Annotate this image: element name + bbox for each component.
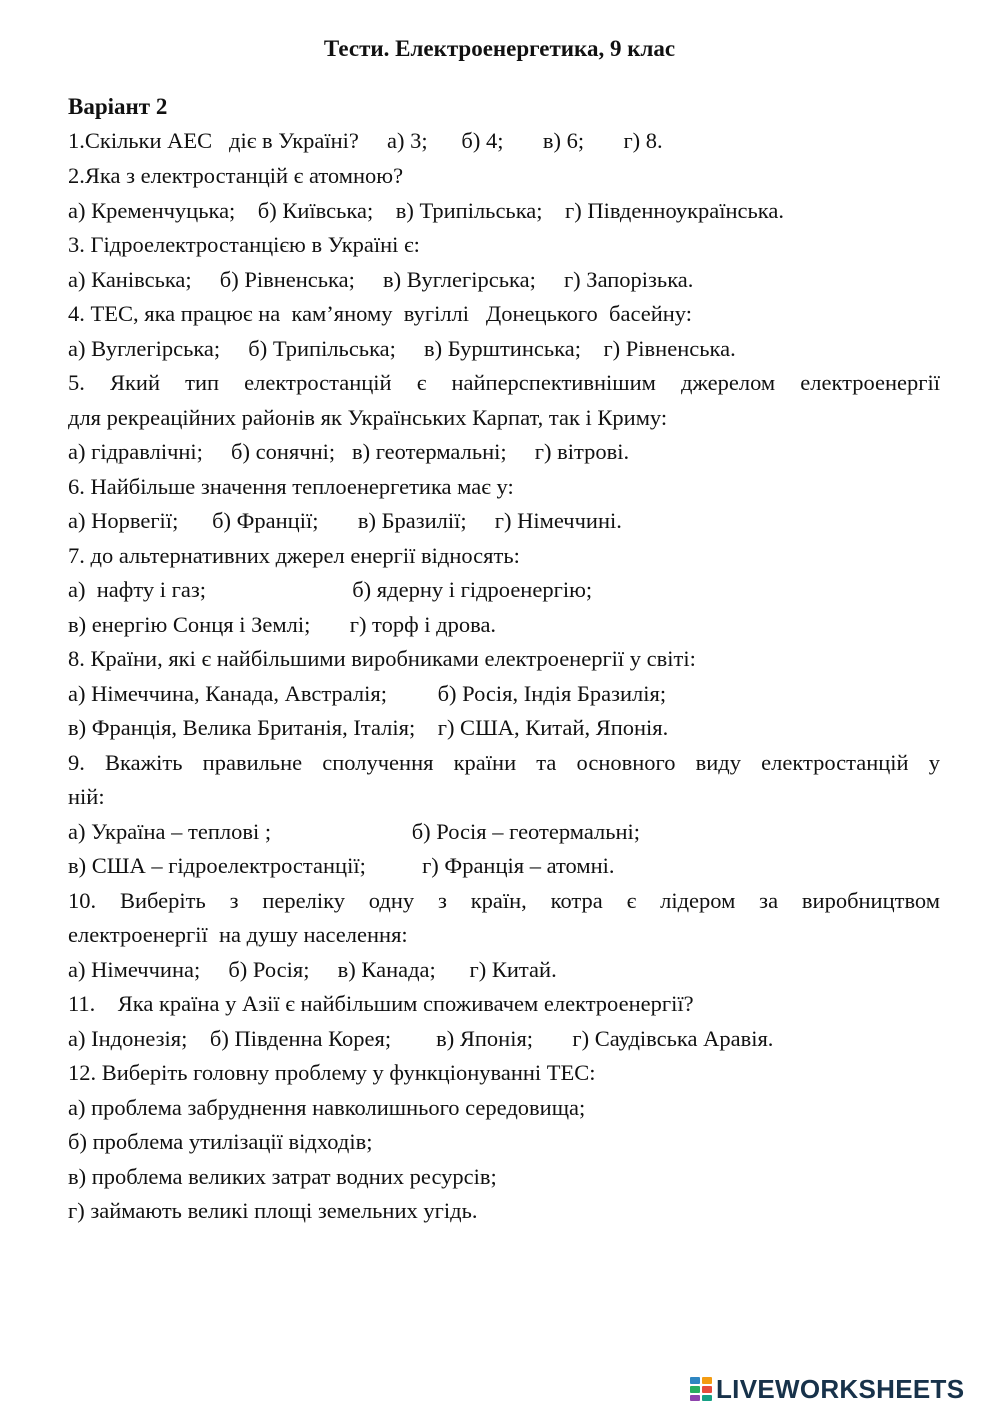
text-line: 2.Яка з електростанцій є атомною? [68, 163, 404, 188]
text-line: 6. Найбільше значення теплоенергетика має у: [68, 474, 514, 499]
text-line: в) проблема великих затрат водних ресурсів; [68, 1164, 497, 1189]
logo-text: LIVEWORKSHEETS [716, 1373, 965, 1404]
text-line: 12. Виберіть головну проблему у функціонуванні ТЕС: [68, 1060, 596, 1085]
text-line: а) Канівська; б) Рівненська; в) Вуглегірська; г) Запорізька. [68, 267, 694, 292]
text-line: а) проблема забруднення навколишнього середовища; [68, 1095, 586, 1120]
liveworksheets-logo[interactable] [690, 1374, 964, 1404]
text-line: а) Індонезія; б) Південна Корея; в) Японія; г) Саудівська Аравія. [68, 1026, 774, 1051]
text-line: а) Вуглегірська; б) Трипільська; в) Бурштинська; г) Рівненська. [68, 336, 736, 361]
text-line: б) проблема утилізації відходів; [68, 1129, 373, 1154]
liveworksheets-logo-icon [690, 1377, 712, 1401]
text-line: 8. Країни, які є найбільшими виробниками електроенергії у світі: [68, 646, 696, 671]
text-line: а) Німеччина; б) Росія; в) Канада; г) Китай. [68, 957, 557, 982]
text-line: в) енергію Сонця і Землі; г) торф і дрова. [68, 612, 497, 637]
text-line: для рекреаційних районів як Українських Карпат, так і Криму: [68, 405, 668, 430]
text-line: 3. Гідроелектростанцією в Україні є: [68, 232, 420, 257]
text-line: а) нафту і газ; б) ядерну і гідроенергію; [68, 577, 593, 602]
text-line: 9. Вкажіть правильне сполучення країни та основного виду електростанцій у [68, 750, 940, 775]
text-line: 10. Виберіть з переліку одну з країн, котра є лідером за виробництвом [68, 888, 940, 913]
text-line: в) Франція, Велика Британія, Італія; г) США, Китай, Японія. [68, 715, 669, 740]
text-line: г) займають великі площі земельних угідь. [68, 1198, 478, 1223]
text-line: 11. Яка країна у Азії є найбільшим споживачем електроенергії? [68, 991, 694, 1016]
text-line: а) гідравлічні; б) сонячні; в) геотермальні; г) вітрові. [68, 439, 630, 464]
text-line: 1.Скільки АЕС діє в Україні? а) 3; б) 4; в) 6; г) 8. [68, 128, 663, 153]
text-line: а) Кременчуцька; б) Київська; в) Трипільська; г) Південноукраїнська. [68, 198, 785, 223]
page-title: Тести. Електроенергетика, 9 клас [323, 36, 676, 61]
text-line: 4. ТЕС, яка працює на кам’яному вугіллі Донецького басейну: [68, 301, 693, 326]
text-line: електроенергії на душу населення: [68, 922, 408, 947]
text-line: ній: [68, 784, 105, 809]
variant-heading: Варіант 2 [68, 94, 168, 119]
text-line: а) Україна – теплові ; б) Росія – геотермальні; [68, 819, 641, 844]
text-line: 7. до альтернативних джерел енергії відносять: [68, 543, 520, 568]
text-line: а) Норвегії; б) Франції; в) Бразилії; г) Німеччині. [68, 508, 622, 533]
text-line: в) США – гідроелектростанції; г) Франція – атомні. [68, 853, 615, 878]
text-line: а) Німеччина, Канада, Австралія; б) Росія, Індія Бразилія; [68, 681, 667, 706]
text-line: 5. Який тип електростанцій є найперспективнішим джерелом електроенергії [68, 370, 940, 395]
